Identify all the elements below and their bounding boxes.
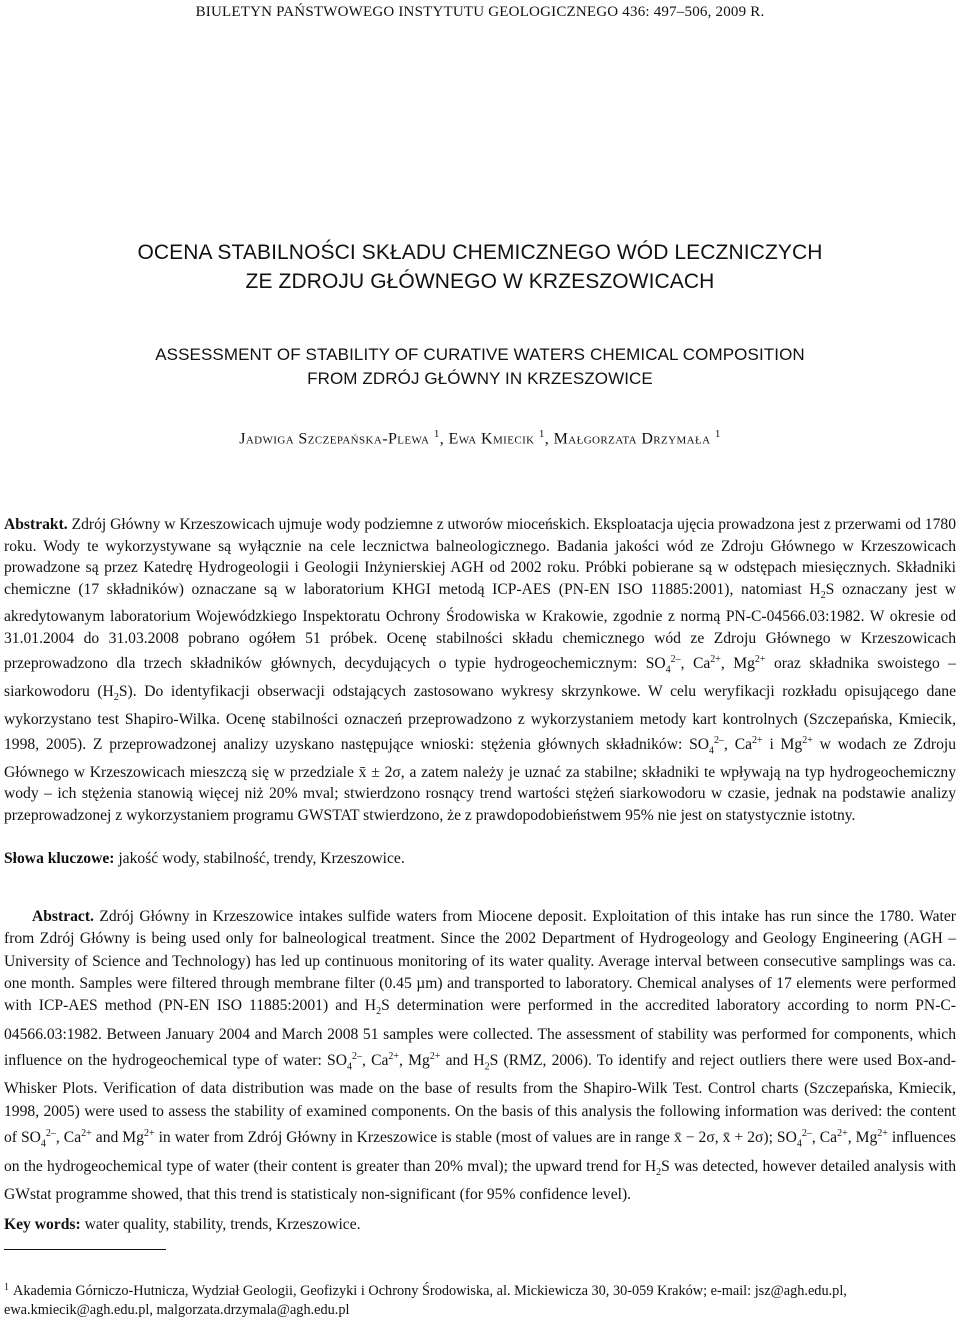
chem-superscript: 2+: [802, 735, 813, 747]
abstract-text: S was detected, however detailed analysis with GWstat programme showed, that this trend is statisticaly non-significant (for 95% confidence level).: [4, 1157, 956, 1204]
chem-subscript: 2: [376, 1006, 382, 1018]
title-english: [40, 343, 920, 391]
chem-superscript: 2+: [388, 1050, 400, 1062]
footnote: [4, 1278, 956, 1320]
abstract-text: , Ca: [811, 1129, 838, 1147]
author-name: Małgorzata Drzymała: [553, 430, 711, 448]
keywords-polish: [4, 850, 956, 868]
keywords-english-text: water quality, stability, trends, Krzeszowice.: [80, 1216, 361, 1233]
abstract-text: influences on the hydrogeochemical type of water (their content is greater than 20% mval); the upward trend for H: [4, 1129, 956, 1175]
chem-superscript: 2+: [837, 1128, 848, 1140]
footnote-line-1: Akademia Górniczo-Hutnicza, Wydział Geologii, Geofizyki i Ochrony Środowiska, al. Mickiewicza 30, 30-059 Kraków; e-mail: jsz@agh.edu.pl,: [13, 1283, 847, 1299]
chem-subscript: 4: [346, 1061, 352, 1073]
chem-superscript: 2+: [752, 735, 763, 747]
title-polish: [40, 238, 920, 296]
keywords-english-label: Key words:: [4, 1216, 81, 1233]
author-affiliation-mark: 1: [538, 428, 545, 440]
chem-subscript: 2: [820, 589, 826, 601]
chem-superscript: 2+: [81, 1128, 92, 1140]
footnote-divider: [4, 1249, 166, 1250]
abstract-text: , Ca: [680, 655, 711, 673]
abstract-text: Zdrój Główny in Krzeszowice intakes sulfide waters from Miocene deposit. Exploitation of this intake has run since the 1780. Water from Zdrój Główny is being used only for balneological treatment. Since the 2002 Department of Hydrogeology and Geology Engineering (AGH – University of Science and Technology) has led up continuous monitoring of its water quality. Average interval between consecutive samplings was ca. one month. Samples were filtered through membrane filter (0.45 µm) and transported to laboratory. Chemical analyses of 17 elements were performed with ICP-AES method (PN-EN ISO 11885:2001) and H: [4, 908, 956, 1015]
running-head: BIULETYN PAŃSTWOWEGO INSTYTUTU GEOLOGICZNEGO 436: 497–506, 2009 R.: [195, 4, 765, 20]
chem-subscript: 4: [40, 1138, 46, 1150]
title-polish-line-2: ZE ZDROJU GŁÓWNEGO W KRZESZOWICACH: [245, 270, 715, 293]
abstract-text: in water from Zdrój Główny in Krzeszowice is stable (most of values are in range x̄ − 2σ, x̄ + 2σ); SO: [154, 1129, 797, 1147]
abstract-text: , Ca: [361, 1052, 389, 1070]
chem-superscript: 2–: [351, 1050, 362, 1062]
abstract-text: and Mg: [91, 1129, 144, 1147]
abstract-text: S (RMZ, 2006). To identify and reject outliers there were used Box-and-Whisker Plots. Verification of data distribution was made on the base of results from the Shapiro-Wilk Test. Control charts (Szczepańska, Kmiecik, 1998, 2005) were used to assess the stability of examined components. On the basis of this analysis the following information was derived: the content of SO: [4, 1052, 956, 1147]
abstract-polish-label: Abstrakt.: [4, 516, 68, 533]
abstract-text: , Ca: [724, 736, 753, 754]
abstract-english-label: Abstract.: [32, 908, 94, 925]
chem-subscript: 2: [113, 692, 119, 704]
abstract-text: Zdrój Główny w Krzeszowicach ujmuje wody podziemne z utworów mioceńskich. Eksploatacja ujęcia prowadzona jest z przerwami od 1780 roku. Wody te wykorzystywane są wyłącznie na cele lecznictwa balneologicznego. Badania jakości wód ze Zdroju Głównego w Krzeszowicach prowadzone są przez Katedrę Hydrogeologii i Geologii Inżynierskiej AGH od 2002 roku. Próbki pobierane są w odstępach miesięcznych. Składniki chemiczne (17 składników) oznaczane są w laboratorium KHGI metodą ICP-AES (PN-EN ISO 11885:2001), natomiast H: [4, 516, 956, 598]
abstract-text: S oznaczany jest w akredytowanym laboratorium Wojewódzkiego Inspektoratu Ochrony Środowiska w Krakowie, zgodnie z normą PN-C-04566.03:1982. W okresie od 31.01.2004 do 31.03.2008 pobrano ogółem 51 próbek. Ocenę stabilności składu chemicznego wód ze Zdroju Głównego w Krzeszowicach przeprowadzono dla trzech składników głównych, decydujących o typie hydrogeochemicznym: SO: [4, 580, 956, 673]
abstract-polish: [4, 514, 956, 826]
abstract-text: S determination were performed in the accredited laboratory according to norm PN-C-04566.03:1982. Between January 2004 and March 2008 51 samples were collected. The assessment of stability was performed for components, which influence on the hydrogeochemical type of water: SO: [4, 997, 956, 1070]
keywords-polish-label: Słowa kluczowe:: [4, 850, 115, 867]
chem-superscript: 2+: [143, 1128, 155, 1140]
abstract-english: [4, 906, 956, 1206]
author-name: Ewa Kmiecik: [448, 430, 535, 448]
author-affiliation-mark: 1: [433, 428, 440, 440]
title-english-line-1: ASSESSMENT OF STABILITY OF CURATIVE WATERS CHEMICAL COMPOSITION: [155, 345, 805, 364]
author-name: Jadwiga Szczepańska-Plewa: [239, 430, 430, 448]
keywords-english: [4, 1216, 956, 1234]
chem-superscript: 2–: [45, 1128, 56, 1140]
footnote-line-2: ewa.kmiecik@agh.edu.pl, malgorzata.drzymala@agh.edu.pl: [4, 1302, 350, 1318]
abstract-text: S). Do identyfikacji obserwacji odstających zastosowano wykresy skrzynkowe. W celu weryfikacji rozkładu opisującego dane wykorzystano test Shapiro-Wilka. Ocenę stabilności oznaczeń przeprowadzono z wykorzystaniem metody kart kontrolnych (Szczepańska, Kmiecik, 1998, 2005). Z przeprowadzonej analizy uzyskano następujące wnioski: stężenia głównych składników: SO: [4, 682, 956, 754]
chem-subscript: 2: [656, 1166, 662, 1178]
abstract-text: and H: [440, 1052, 485, 1070]
chem-superscript: 2–: [801, 1128, 812, 1140]
abstract-text: , Mg: [720, 655, 755, 673]
chem-superscript: 2–: [714, 735, 725, 747]
chem-superscript: 2+: [877, 1128, 888, 1140]
footnote-mark: 1: [4, 1282, 9, 1293]
abstract-text: , Ca: [55, 1129, 82, 1147]
chem-subscript: 4: [709, 745, 715, 757]
abstract-text: oraz składnika swoistego – siarkowodoru (H: [4, 655, 956, 700]
chem-superscript: 2+: [754, 654, 766, 666]
title-polish-line-1: OCENA STABILNOŚCI SKŁADU CHEMICZNEGO WÓD LECZNICZYCH: [137, 241, 823, 264]
abstract-text: , Mg: [847, 1129, 878, 1147]
chem-superscript: 2+: [710, 654, 721, 666]
chem-subscript: 4: [665, 664, 671, 676]
abstract-text: w wodach ze Zdroju Głównego w Krzeszowicach mieszczą się w przedziale x̄ ± 2σ, a zatem należy je uznać za stabilne; składniki te wpływają na typ hydrogeochemiczny wody – ich stężenia stanowią więcej niż 20% mval; stwierdzono rosnący trend wartości stężeń siarkowodoru w czasie, jednak na podstawie analizy przeprowadzonej z wykorzystaniem programu GWSTAT stwierdzono, że z prawdopodobieństwem 95% nie jest on statystycznie istotny.: [4, 736, 956, 824]
chem-subscript: 4: [796, 1138, 802, 1150]
author-affiliation-mark: 1: [714, 428, 721, 440]
keywords-polish-text: jakość wody, stabilność, trendy, Krzeszowice.: [114, 850, 405, 867]
author-list: Jadwiga Szczepańska-Plewa $^1$, Ewa Kmiecik $^1$, Małgorzata Drzymała $^1$: [239, 428, 721, 448]
chem-superscript: 2+: [429, 1050, 441, 1062]
abstract-text: i Mg: [762, 736, 803, 754]
chem-superscript: 2–: [670, 654, 681, 666]
abstract-text: , Mg: [399, 1052, 430, 1070]
title-english-line-2: FROM ZDRÓJ GŁÓWNY IN KRZESZOWICE: [307, 369, 653, 388]
chem-subscript: 2: [484, 1061, 490, 1073]
